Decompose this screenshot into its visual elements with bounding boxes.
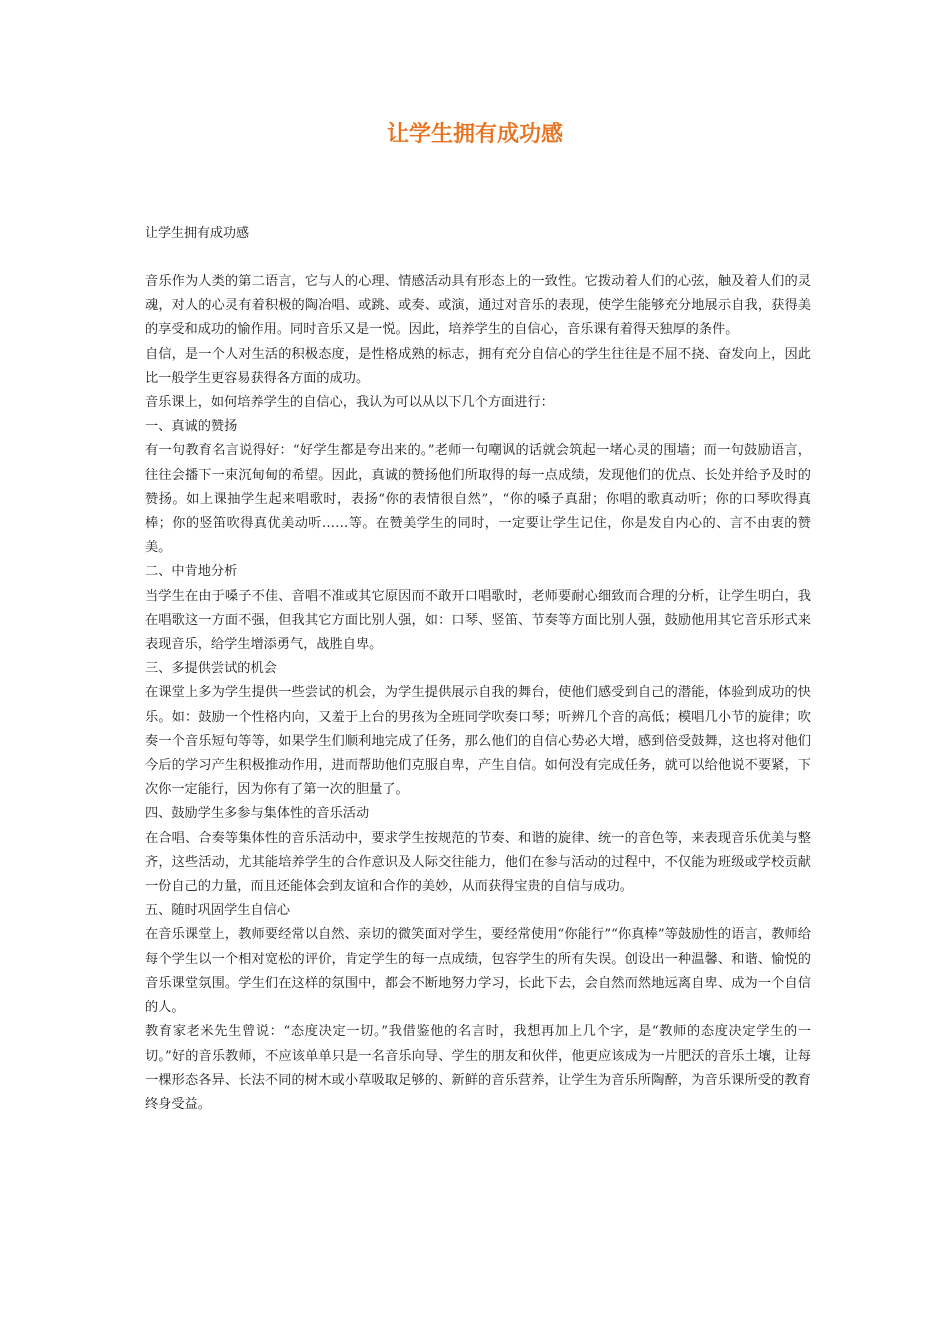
paragraph-conclusion: 教育家老米先生曾说：“态度决定一切。”我借鉴他的名言时，我想再加上几个字，是“教师的态度决定学生的一切。”好的音乐教师，不应该单单只是一名音乐向导、学生的朋友和伙伴，他更应该成为一片肥沃的音乐土壤，让每一棵形态各异、长法不同的树木或小草吸取足够的、新鲜的音乐营养，让学生为音乐所陶醉，为音乐课所受的教育终身受益。 [145,1024,811,1112]
section-heading-3: 三、多提供尝试的机会 [145,661,277,677]
paragraph-section-4: 在合唱、合奏等集体性的音乐活动中，要求学生按规范的节奏、和谐的旋律、统一的音色等，来表现音乐优美与整齐，这些活动，尤其能培养学生的合作意识及人际交往能力，他们在参与活动的过程中，不仅能为班级或学校贡献一份自己的力量，而且还能体会到友谊和合作的美妙，从而获得宝贵的自信与成功。 [145,830,811,895]
paragraph-methods: 音乐课上，如何培养学生的自信心，我认为可以从以下几个方面进行： [145,395,554,411]
paragraph-confidence: 自信，是一个人对生活的积极态度，是性格成熟的标志，拥有充分自信心的学生往往是不屈不挠、奋发向上，因此比一般学生更容易获得各方面的成功。 [145,346,811,386]
article-body [145,270,811,1117]
section-heading-4: 四、鼓励学生多参与集体性的音乐活动 [145,806,370,822]
paragraph-section-5: 在音乐课堂上，教师要经常以自然、亲切的微笑面对学生，要经常使用“你能行”“你真棒”等鼓励性的语言，教师给每个学生以一个相对宽松的评价，肯定学生的每一点成绩，包容学生的所有失误。创设出一种温馨、和谐、愉悦的音乐课堂氛围。学生们在这样的氛围中，都会不断地努力学习，长此下去，会自然而然地远离自卑、成为一个自信的人。 [145,927,811,1016]
paragraph-section-2: 当学生在由于嗓子不佳、音唱不准或其它原因而不敢开口唱歌时，老师要耐心细致而合理的分析，让学生明白，我在唱歌这一方面不强，但我其它方面比别人强，如：口琴、竖笛、节奏等方面比别人强，鼓励他用其它音乐形式来表现音乐，给学生增添勇气，战胜自卑。 [145,588,811,653]
paragraph-section-1: 有一句教育名言说得好：“好学生都是夸出来的。”老师一句嘲讽的话就会筑起一堵心灵的围墙；而一句鼓励语言，往往会播下一束沉甸甸的希望。因此，真诚的赞扬他们所取得的每一点成绩，发现他们的优点、长处并给予及时的赞扬。如上课抽学生起来唱歌时，表扬“你的表情很自然”，“你的嗓子真甜；你唱的歌真动听；你的口琴吹得真棒；你的竖笛吹得真优美动听……等。在赞美学生的同时，一定要让学生记住，你是发自内心的、言不由衷的赞美。 [145,443,811,556]
section-heading-2: 二、中肯地分析 [145,564,238,580]
paragraph-intro: 音乐作为人类的第二语言，它与人的心理、情感活动具有形态上的一致性。它拨动着人们的心弦，触及着人们的灵魂，对人的心灵有着积极的陶冶唱、或跳、或奏、或演，通过对音乐的表现，使学生能够充分地展示自我，获得美的享受和成功的愉作用。同时音乐又是一悦。因此，培养学生的自信心，音乐课有着得天独厚的条件。 [145,274,811,338]
section-heading-1: 一、真诚的赞扬 [145,419,238,435]
page-title: 让学生拥有成功感 [386,122,563,147]
section-heading-5: 五、随时巩固学生自信心 [145,903,291,919]
paragraph-section-3: 在课堂上多为学生提供一些尝试的机会，为学生提供展示自我的舞台，使他们感受到自己的潜能，体验到成功的快乐。如：鼓励一个性格内向，又羞于上台的男孩为全班同学吹奏口琴；听辨几个音的高低；模唱几小节的旋律；吹奏一个音乐短句等等，如果学生们顺利地完成了任务，那么他们的自信心势必大增，感到倍受鼓舞，这也将对他们今后的学习产生积极推动作用，进而帮助他们克服自卑，产生自信。如何没有完成任务，就可以给他说不要紧，下次你一定能行，因为你有了第一次的胆量了。 [145,685,811,798]
article-subtitle: 让学生拥有成功感 [145,226,250,241]
